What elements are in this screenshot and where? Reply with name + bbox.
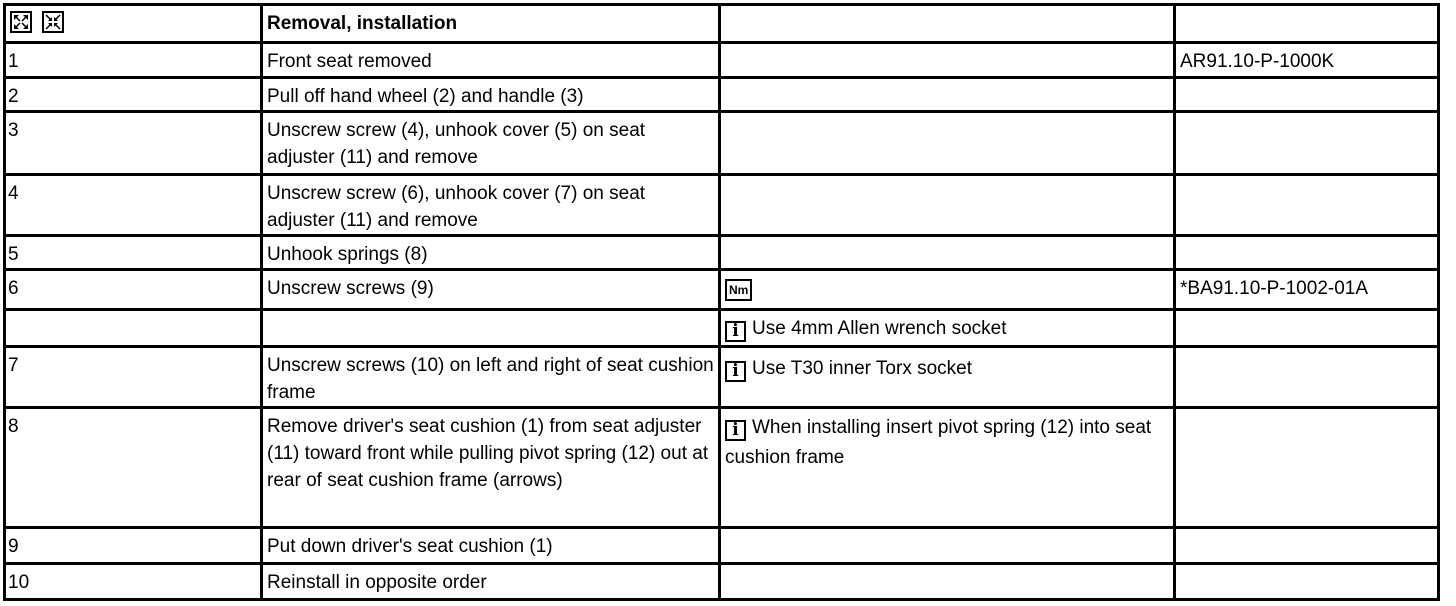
- step-reference-cell: [1175, 175, 1439, 236]
- info-icon[interactable]: i: [725, 420, 746, 441]
- step-reference-cell: [1175, 78, 1439, 112]
- step-reference-cell: [1175, 564, 1439, 600]
- step-reference-cell: [1175, 347, 1439, 408]
- info-icon[interactable]: i: [725, 361, 746, 382]
- step-text: Pull off hand wheel (2) and handle (3): [262, 78, 720, 112]
- step-reference-cell: [1175, 112, 1439, 175]
- step-number: 2: [5, 78, 262, 112]
- table-row: [5, 236, 1439, 270]
- step-note-cell: [720, 43, 1175, 78]
- step-text: Front seat removed: [262, 43, 720, 78]
- step-note: When installing insert pivot spring (12) into seat cushion frame: [725, 417, 1152, 468]
- step-number: 9: [5, 528, 262, 564]
- step-note-cell: [720, 408, 1175, 528]
- step-note-cell: [720, 270, 1175, 310]
- table-row: [5, 175, 1439, 236]
- section-title: Removal, installation: [262, 5, 720, 43]
- step-number: 10: [5, 564, 262, 600]
- table-row: [5, 43, 1439, 78]
- step-reference-cell: [1175, 408, 1439, 528]
- step-text: Reinstall in opposite order: [262, 564, 720, 600]
- step-note-cell: [720, 310, 1175, 347]
- header-empty-cell: [1175, 5, 1439, 43]
- step-text: Unhook springs (8): [262, 236, 720, 270]
- step-note: Use T30 inner Torx socket: [752, 358, 973, 379]
- table-row: [5, 310, 1439, 347]
- expand-all-icon[interactable]: [10, 11, 32, 33]
- step-number: 7: [5, 347, 262, 408]
- table-row: [5, 564, 1439, 600]
- step-reference-link[interactable]: *BA91.10-P-1002-01A: [1175, 270, 1439, 310]
- table-header-row: [5, 5, 1439, 43]
- step-reference-link[interactable]: AR91.10-P-1000K: [1175, 43, 1439, 78]
- step-number-empty: [5, 310, 262, 347]
- collapse-all-icon[interactable]: [42, 11, 64, 33]
- step-note-cell: [720, 347, 1175, 408]
- header-empty-cell: [720, 5, 1175, 43]
- info-icon[interactable]: i: [725, 321, 746, 342]
- step-text-empty: [262, 310, 720, 347]
- header-controls-cell: [5, 5, 262, 43]
- procedure-table: [3, 3, 1440, 601]
- step-text: Remove driver's seat cushion (1) from seat adjuster (11) toward front while pulling pivot spring (12) out at rear of seat cushion frame (arrows): [262, 408, 720, 528]
- step-number: 3: [5, 112, 262, 175]
- table-row: [5, 270, 1439, 310]
- step-text: Unscrew screws (10) on left and right of seat cushion frame: [262, 347, 720, 408]
- step-reference-cell: [1175, 310, 1439, 347]
- table-row: [5, 347, 1439, 408]
- step-text: Unscrew screw (4), unhook cover (5) on seat adjuster (11) and remove: [262, 112, 720, 175]
- table-row: [5, 112, 1439, 175]
- torque-nm-icon[interactable]: Nm: [725, 279, 752, 301]
- step-number: 8: [5, 408, 262, 528]
- step-note-cell: [720, 112, 1175, 175]
- table-row: [5, 78, 1439, 112]
- step-note-cell: [720, 78, 1175, 112]
- step-note-cell: [720, 528, 1175, 564]
- step-reference-cell: [1175, 236, 1439, 270]
- table-row: [5, 408, 1439, 528]
- step-note-cell: [720, 175, 1175, 236]
- step-note: Use 4mm Allen wrench socket: [752, 318, 1007, 339]
- step-number: 5: [5, 236, 262, 270]
- step-note-cell: [720, 236, 1175, 270]
- step-number: 4: [5, 175, 262, 236]
- step-text: Unscrew screw (6), unhook cover (7) on seat adjuster (11) and remove: [262, 175, 720, 236]
- step-text: Put down driver's seat cushion (1): [262, 528, 720, 564]
- step-note-cell: [720, 564, 1175, 600]
- table-row: [5, 528, 1439, 564]
- step-number: 6: [5, 270, 262, 310]
- step-number: 1: [5, 43, 262, 78]
- step-text: Unscrew screws (9): [262, 270, 720, 310]
- step-reference-cell: [1175, 528, 1439, 564]
